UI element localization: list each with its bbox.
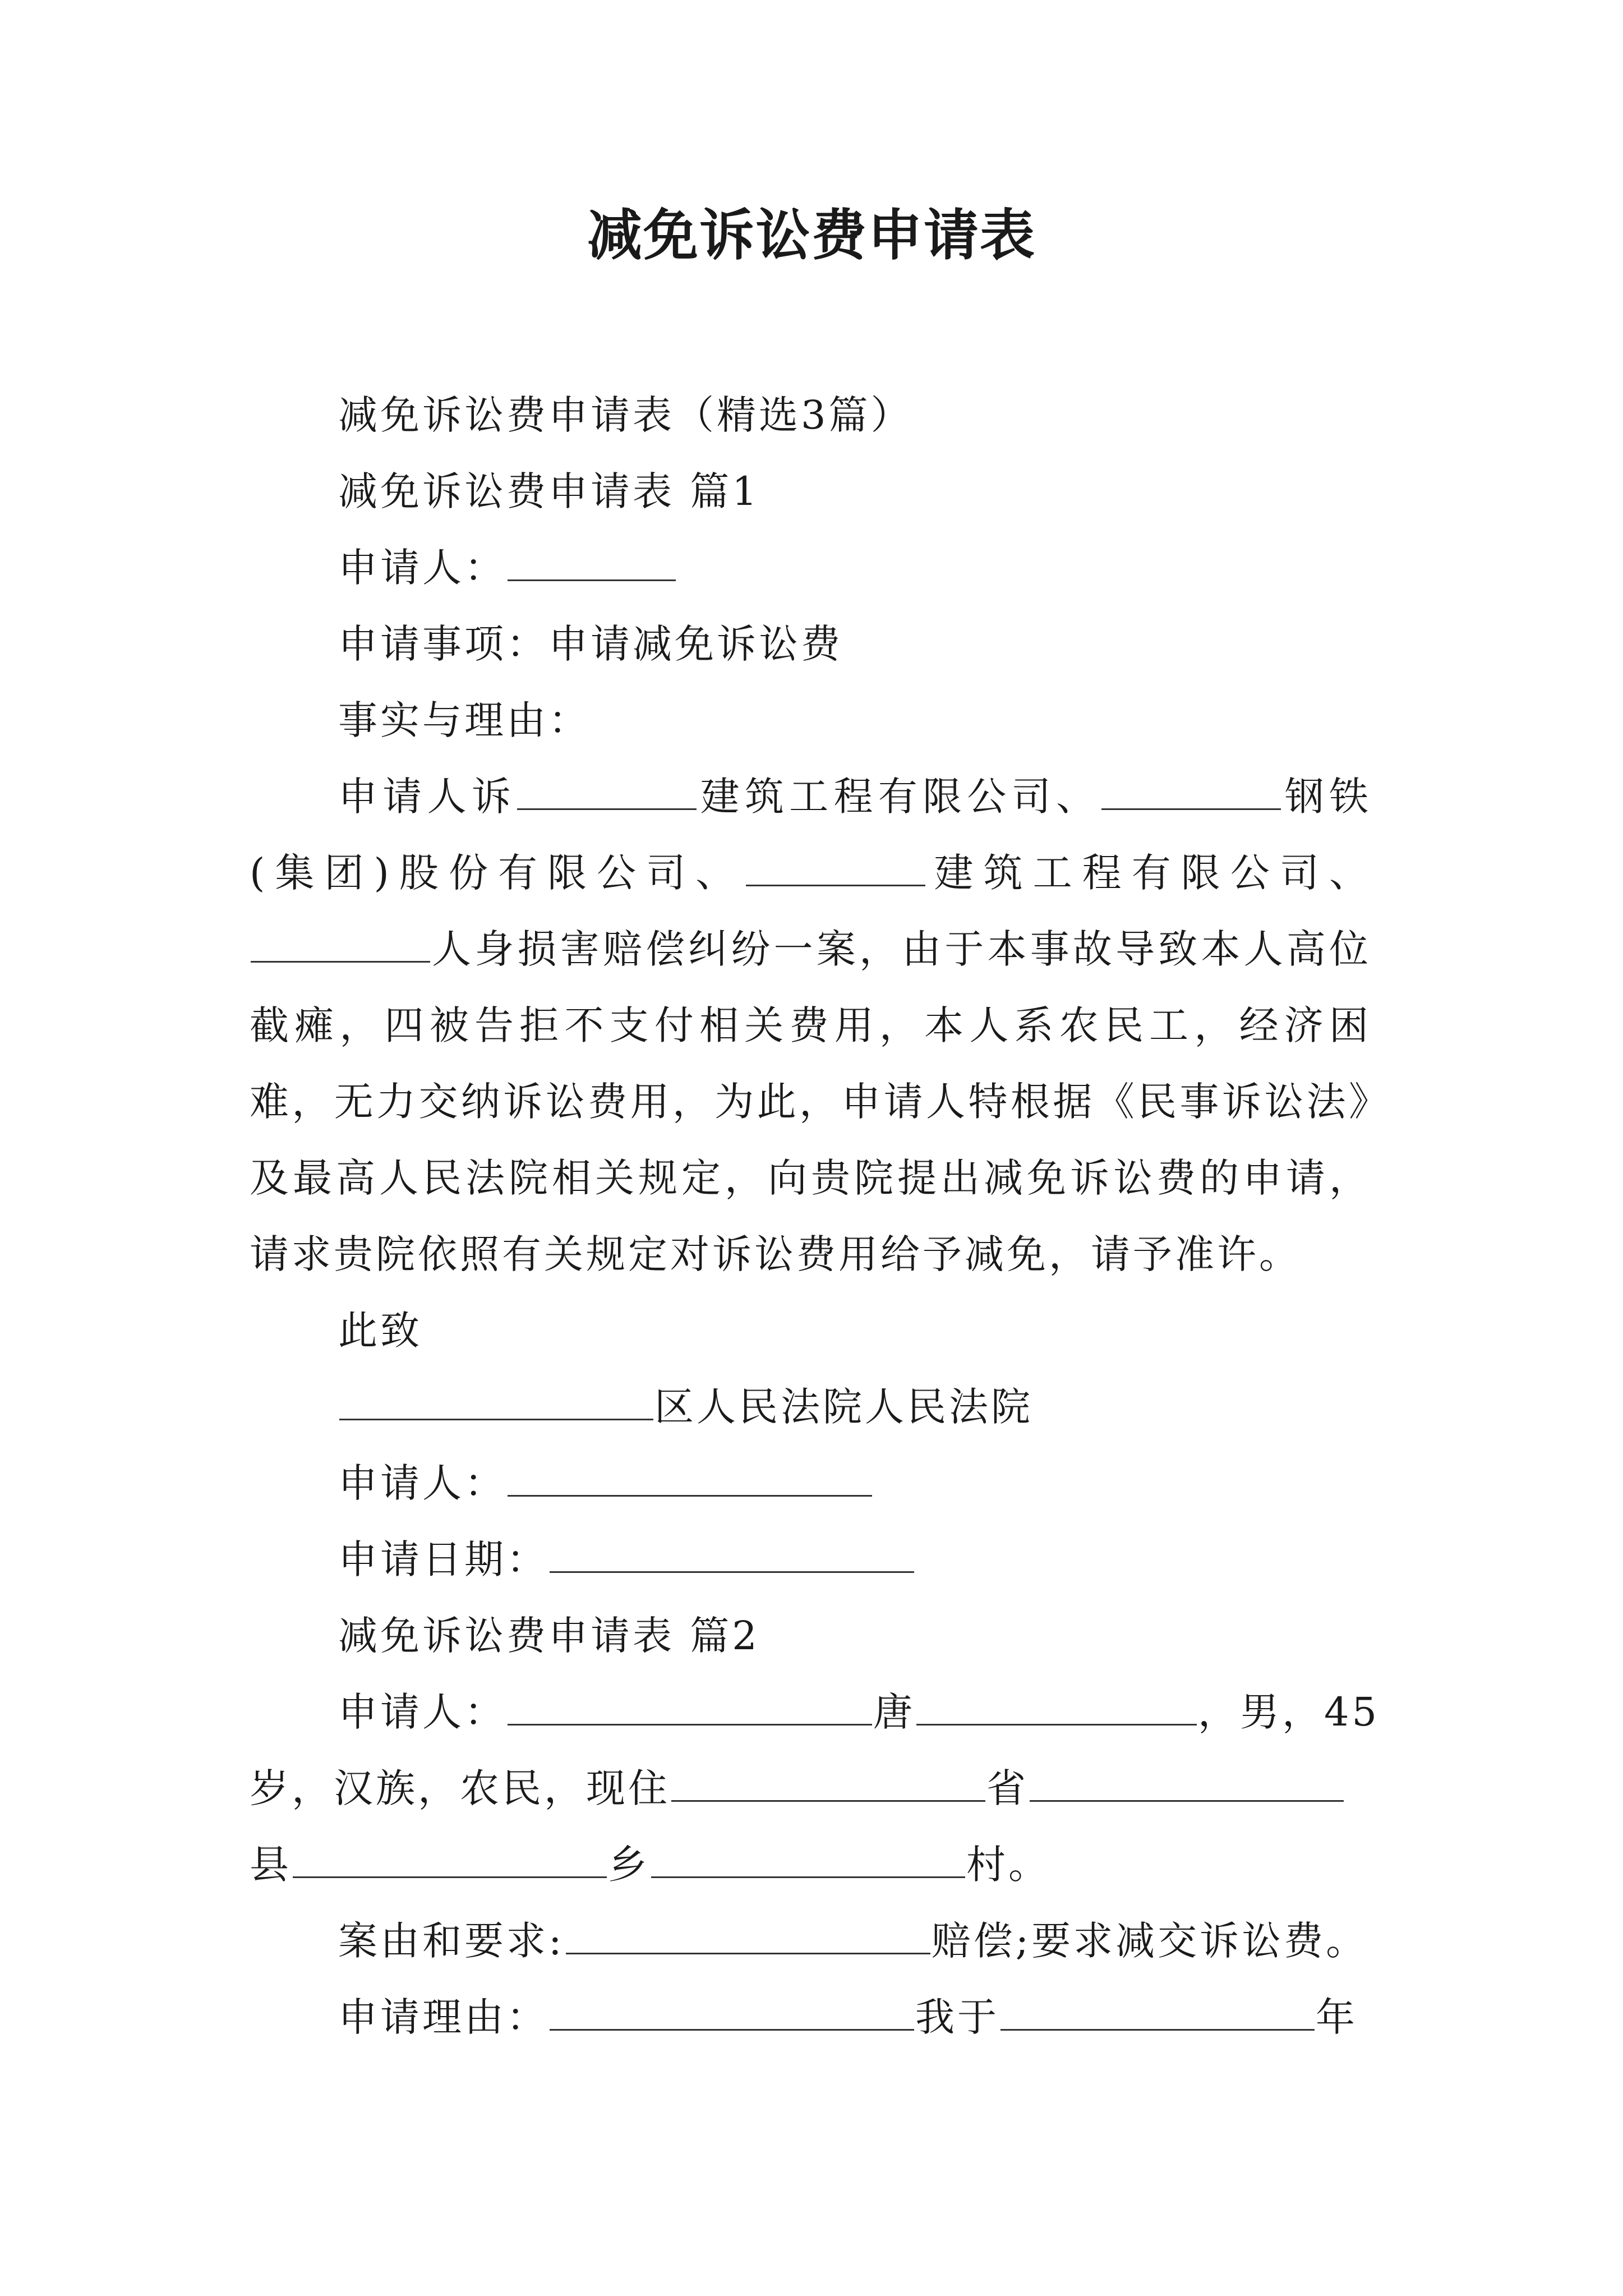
part1-facts-label: 事实与理由： (338, 697, 591, 743)
facts-text-5: 人身损害赔偿纠纷一案，由于本事故导致本人高位截瘫，四被告拒不支付相关费用，本人系农民工，经济困难，无力交纳诉讼费用，为此，申请人特根据《民事诉讼法》及最高人民法院相关规定，向贵院提出减免诉讼费的申请，请求贵院依照有关规定对诉讼费用给予减免，请予准许。 (250, 926, 1371, 1277)
sign-date-label: 申请日期： (338, 1536, 548, 1582)
court-line (250, 1369, 1371, 1445)
village-label: 村。 (966, 1842, 1050, 1888)
part2-applicant-blank (508, 1679, 872, 1726)
year-label: 年 (1316, 1994, 1358, 2040)
company-blank-1 (517, 763, 697, 810)
part2-address-line (250, 1750, 1371, 1826)
reason-blank (550, 1984, 914, 2031)
document-title: 减免诉讼费申请表 (587, 203, 1036, 268)
part1-matter: 申请事项：申请减免诉讼费 (338, 621, 843, 667)
signature-applicant-line (250, 1445, 1371, 1521)
sign-applicant-label: 申请人： (338, 1460, 506, 1506)
court-name: 区人民法院人民法院 (654, 1384, 1033, 1430)
facts-text-1: 申请人诉 (338, 774, 517, 820)
county-blank (1030, 1755, 1344, 1802)
part2-cause-line (250, 1903, 1371, 1979)
province-label: 省 (986, 1765, 1029, 1811)
part1-applicant-line (250, 530, 1371, 606)
sign-applicant-blank (508, 1450, 872, 1497)
reason-mid: 我于 (915, 1994, 999, 2040)
cause-blank (566, 1908, 930, 1954)
surname: 唐 (873, 1689, 915, 1735)
name-blank (916, 1679, 1197, 1726)
facts-text-2: 建筑工程有限公司、 (698, 774, 1101, 820)
subtitle: 减免诉讼费申请表（精选3篇） (338, 392, 913, 438)
cause-text: 赔偿;要求减交诉讼费。 (931, 1918, 1368, 1964)
part2-reason-line (250, 1979, 1371, 2055)
signature-date-line (250, 1521, 1371, 1598)
court-blank (339, 1374, 653, 1420)
reason-label: 申请理由： (338, 1994, 548, 2040)
facts-text-4: 建筑工程有限公司、 (926, 850, 1371, 896)
cause-label: 案由和要求: (338, 1918, 565, 1964)
part2-heading: 减免诉讼费申请表 篇2 (338, 1613, 760, 1659)
address-intro: 岁，汉族，农民，现住 (250, 1765, 670, 1811)
county-label: 县 (250, 1842, 292, 1888)
facts-text-3: 钢铁(集团)股份有限公司、 (250, 774, 1371, 896)
part1-facts-paragraph (250, 758, 1371, 1292)
applicant-label: 申请人： (338, 545, 506, 591)
applicant-blank (508, 535, 676, 581)
company-blank-2 (1101, 763, 1281, 810)
company-blank-3 (746, 840, 925, 886)
salutation: 此致 (338, 1308, 422, 1354)
document-body (250, 377, 1380, 2055)
township-label: 乡 (608, 1842, 650, 1888)
part2-applicant-line (250, 1674, 1380, 1750)
sign-date-blank (550, 1526, 914, 1573)
year-blank (1000, 1984, 1315, 2031)
part2-applicant-label: 申请人： (338, 1689, 506, 1735)
township-blank (293, 1832, 607, 1878)
gender-age: ，男，45 (1198, 1689, 1380, 1735)
company-blank-4 (251, 916, 430, 963)
part1-heading: 减免诉讼费申请表 篇1 (338, 468, 760, 514)
part2-village-line (250, 1826, 1371, 1903)
village-blank (651, 1832, 965, 1878)
province-blank (671, 1755, 985, 1802)
